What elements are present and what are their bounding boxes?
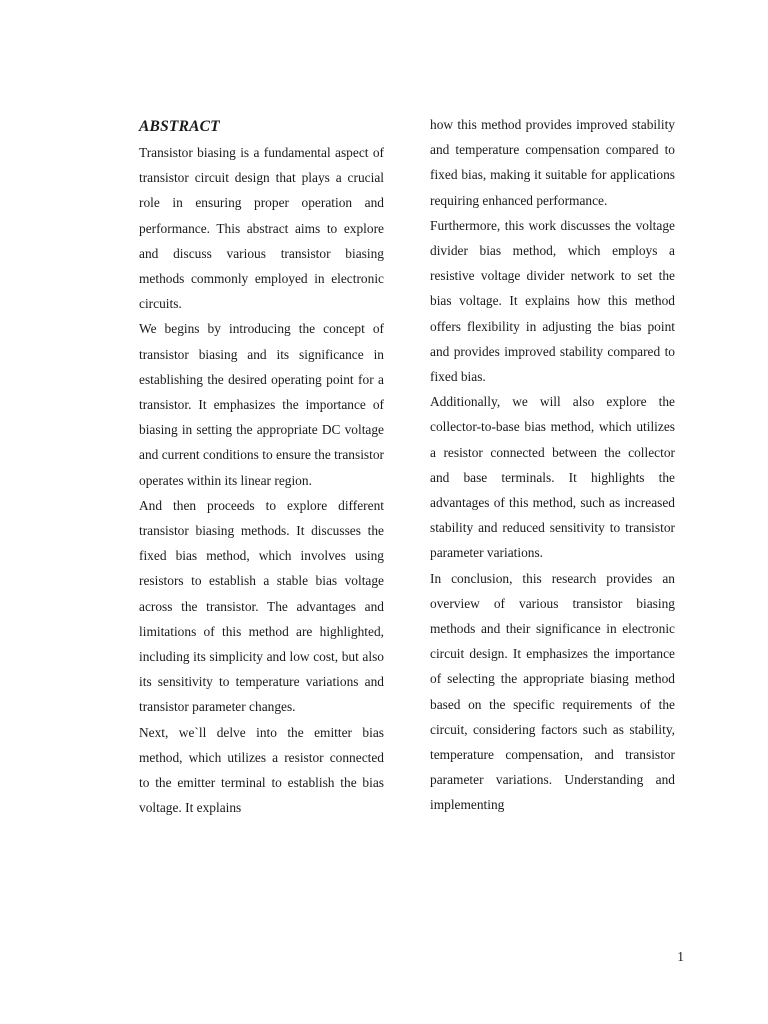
abstract-paragraph-4: Next, we`ll delve into the emitter bias method, which utilizes a resistor connected to the emitter terminal to establish the bias voltage. It explains — [139, 724, 384, 816]
abstract-paragraph-2: We begins by introducing the concept of transistor biasing and its significance in establishing the desired operating point for a transistor. It emphasizes the importance of biasing in setting the appropriate DC voltage and current conditions to ensure the transistor operates within its linear region. — [139, 321, 384, 488]
abstract-paragraph-7: Additionally, we will also explore the collector-to-base bias method, which utilizes a resistor connected between the collector and base terminals. It highlights the advantages of this method, such as increased stability and reduced sensitivity to transistor parameter variations. — [430, 394, 675, 561]
abstract-heading: ABSTRACT — [139, 118, 220, 135]
abstract-paragraph-3: And then proceeds to explore different transistor biasing methods. It discusses the fixed bias method, which involves using resistors to establish a stable bias voltage across the transistor. The advantages and limitations of this method are highlighted, including its simplicity and low cost, but also its sensitivity to temperature variations and transistor parameter changes. — [139, 497, 384, 715]
abstract-paragraph-1: Transistor biasing is a fundamental aspect of transistor circuit design that plays a crucial role in ensuring proper operation and performance. This abstract aims to explore and discuss various transistor biasing methods commonly employed in electronic circuits. — [139, 145, 384, 312]
abstract-paragraph-6: Furthermore, this work discusses the voltage divider bias method, which employs a resistive voltage divider network to set the bias voltage. It explains how this method offers flexibility in adjusting the bias point and provides improved stability compared to fixed bias. — [430, 217, 675, 385]
abstract-paragraph-5: how this method provides improved stability and temperature compensation compared to fixed bias, making it suitable for applications requiring enhanced performance. — [430, 117, 675, 208]
page-number: 1 — [677, 949, 684, 964]
left-column — [139, 112, 384, 820]
right-column — [430, 112, 675, 818]
abstract-paragraph-8: In conclusion, this research provides an overview of various transistor biasing methods and their significance in electronic circuit design. It emphasizes the importance of selecting the appropriate biasing method based on the specific requirements of the circuit, considering factors such as stability, temperature compensation, and transistor parameter variations. Understanding and implementing — [430, 570, 675, 813]
